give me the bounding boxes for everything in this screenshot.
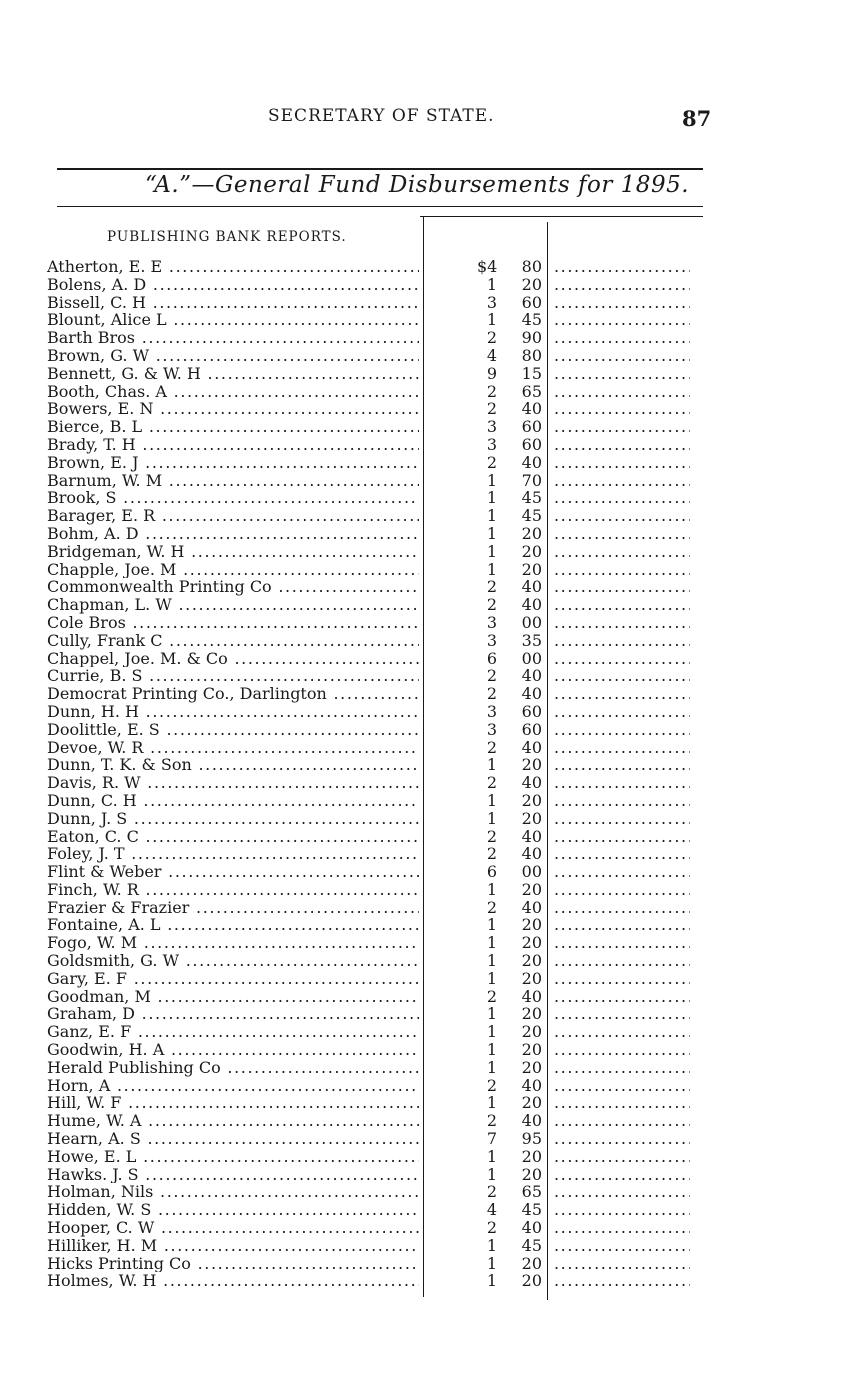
amount-cents: 40 <box>521 1075 542 1095</box>
amount-cents: 20 <box>521 1164 542 1184</box>
amount-dollars: 1 <box>486 488 497 508</box>
table-row <box>47 1201 707 1219</box>
table-row <box>47 899 707 917</box>
empty-column-leader <box>554 543 690 561</box>
empty-column-leader <box>554 258 690 276</box>
amount-dollars: 2 <box>486 897 497 917</box>
empty-column-leader <box>554 650 690 668</box>
payee-name: Gary, E. F ..... <box>47 970 419 988</box>
amount-dollars: 1 <box>486 506 497 526</box>
amount-cents: 45 <box>521 310 542 330</box>
table-row <box>47 881 707 899</box>
amount-dollars: 3 <box>486 292 497 312</box>
payee-name: Graham, D ..... <box>47 1005 419 1023</box>
empty-column-leader <box>554 1094 690 1112</box>
amount-cents: 20 <box>521 790 542 810</box>
amount-cents: 40 <box>521 684 542 704</box>
amount-cents: 40 <box>521 897 542 917</box>
table-row <box>47 596 707 614</box>
empty-column-leader <box>554 1077 690 1095</box>
amount-cents: 20 <box>521 808 542 828</box>
empty-column-leader <box>554 329 690 347</box>
payee-name: Bissell, C. H ..... <box>47 294 419 312</box>
amount-dollars: 7 <box>486 1129 497 1149</box>
amount-cents: 20 <box>521 915 542 935</box>
empty-column-leader <box>554 1272 690 1290</box>
table-row <box>47 756 707 774</box>
amount-cents: 60 <box>521 417 542 437</box>
amount-dollars: 1 <box>486 808 497 828</box>
table-row <box>47 1255 707 1273</box>
empty-column-leader <box>554 1201 690 1219</box>
table-row <box>47 507 707 525</box>
amount-dollars: 1 <box>486 933 497 953</box>
amount-dollars: 2 <box>486 399 497 419</box>
amount-cents: 45 <box>521 1235 542 1255</box>
payee-name: Frazier & Frazier ..... <box>47 899 419 917</box>
payee-name: Finch, W. R ..... <box>47 881 419 899</box>
empty-column-leader <box>554 721 690 739</box>
amount-dollars: 2 <box>486 1111 497 1131</box>
payee-name: Goodman, M ..... <box>47 988 419 1006</box>
amount-cents: 95 <box>521 1129 542 1149</box>
payee-name: Goodwin, H. A ..... <box>47 1041 419 1059</box>
table-row <box>47 489 707 507</box>
empty-column-leader <box>554 578 690 596</box>
amount-cents: 65 <box>521 381 542 401</box>
amount-dollars: 2 <box>486 381 497 401</box>
empty-column-leader <box>554 561 690 579</box>
payee-name: Hidden, W. S ..... <box>47 1201 419 1219</box>
amount-cents: 80 <box>521 257 542 276</box>
table-row <box>47 792 707 810</box>
amount-cents: 60 <box>521 719 542 739</box>
table-row <box>47 1237 707 1255</box>
payee-name: Horn, A ..... <box>47 1077 419 1095</box>
table-row <box>47 632 707 650</box>
empty-column-leader <box>554 1059 690 1077</box>
amount-cents: 45 <box>521 488 542 508</box>
amount-cents: 70 <box>521 470 542 490</box>
empty-column-leader <box>554 863 690 881</box>
amount-cents: 40 <box>521 577 542 597</box>
payee-name: Hearn, A. S ..... <box>47 1130 419 1148</box>
table-row <box>47 1130 707 1148</box>
amount-dollars: 1 <box>486 968 497 988</box>
amount-dollars: 3 <box>486 417 497 437</box>
table-row <box>47 1005 707 1023</box>
section-heading: PUBLISHING BANK REPORTS. <box>107 229 347 245</box>
amount-cents: 20 <box>521 559 542 579</box>
payee-name: Goldsmith, G. W ..... <box>47 952 419 970</box>
empty-column-leader <box>554 774 690 792</box>
amount-dollars: $4 <box>477 257 498 276</box>
amount-dollars: 2 <box>486 826 497 846</box>
amount-cents: 20 <box>521 968 542 988</box>
payee-name: Fogo, W. M ..... <box>47 934 419 952</box>
amount-dollars: 3 <box>486 701 497 721</box>
amount-cents: 65 <box>521 1182 542 1202</box>
amount-cents: 20 <box>521 274 542 294</box>
payee-name: Bridgeman, W. H ..... <box>47 543 419 561</box>
amount-dollars: 1 <box>486 470 497 490</box>
amount-cents: 20 <box>521 1271 542 1291</box>
payee-name: Hawks. J. S ..... <box>47 1166 419 1184</box>
empty-column-leader <box>554 703 690 721</box>
amount-cents: 20 <box>521 933 542 953</box>
amount-dollars: 2 <box>486 684 497 704</box>
page-number: 87 <box>682 106 712 131</box>
amount-cents: 20 <box>521 523 542 543</box>
empty-column-leader <box>554 899 690 917</box>
running-head: SECRETARY OF STATE. <box>268 106 495 126</box>
empty-column-leader <box>554 454 690 472</box>
amount-cents: 40 <box>521 399 542 419</box>
payee-name: Herald Publishing Co ..... <box>47 1059 419 1077</box>
amount-dollars: 3 <box>486 434 497 454</box>
table-row <box>47 828 707 846</box>
amount-cents: 20 <box>521 951 542 971</box>
payee-name: Dunn, C. H ..... <box>47 792 419 810</box>
empty-column-leader <box>554 1166 690 1184</box>
amount-dollars: 1 <box>486 1146 497 1166</box>
amount-dollars: 2 <box>486 1182 497 1202</box>
payee-name: Dunn, J. S ..... <box>47 810 419 828</box>
payee-name: Chapman, L. W ..... <box>47 596 419 614</box>
payee-name: Democrat Printing Co., Darlington ..... <box>47 685 419 703</box>
top-rule <box>57 168 703 170</box>
table-row <box>47 1041 707 1059</box>
payee-name: Blount, Alice L ..... <box>47 311 419 329</box>
payee-name: Brook, S ..... <box>47 489 419 507</box>
empty-column-leader <box>554 988 690 1006</box>
amount-dollars: 2 <box>486 986 497 1006</box>
empty-column-leader <box>554 828 690 846</box>
empty-column-leader <box>554 632 690 650</box>
amount-cents: 35 <box>521 630 542 650</box>
payee-name: Chapple, Joe. M ..... <box>47 561 419 579</box>
amount-dollars: 1 <box>486 1093 497 1113</box>
empty-column-leader <box>554 347 690 365</box>
payee-name: Commonwealth Printing Co ..... <box>47 578 419 596</box>
empty-column-leader <box>554 916 690 934</box>
amount-cents: 20 <box>521 755 542 775</box>
table-row <box>47 1166 707 1184</box>
table-row <box>47 1112 707 1130</box>
table-row <box>47 1183 707 1201</box>
table-row <box>47 578 707 596</box>
amount-cents: 40 <box>521 773 542 793</box>
empty-column-leader <box>554 792 690 810</box>
amount-dollars: 1 <box>486 1040 497 1060</box>
payee-name: Brown, G. W ..... <box>47 347 419 365</box>
empty-column-leader <box>554 311 690 329</box>
amount-cents: 20 <box>521 1057 542 1077</box>
empty-column-leader <box>554 276 690 294</box>
empty-column-leader <box>554 400 690 418</box>
amount-dollars: 3 <box>486 630 497 650</box>
amount-dollars: 1 <box>486 915 497 935</box>
table-row <box>47 739 707 757</box>
payee-name: Booth, Chas. A ..... <box>47 383 419 401</box>
payee-name: Howe, E. L ..... <box>47 1148 419 1166</box>
payee-name: Hume, W. A ..... <box>47 1112 419 1130</box>
payee-name: Hooper, C. W ..... <box>47 1219 419 1237</box>
amount-cents: 40 <box>521 844 542 864</box>
amount-cents: 40 <box>521 826 542 846</box>
payee-name: Ganz, E. F ..... <box>47 1023 419 1041</box>
amount-dollars: 1 <box>486 1235 497 1255</box>
table-row <box>47 863 707 881</box>
payee-name: Barnum, W. M ..... <box>47 472 419 490</box>
payee-name: Dunn, H. H ..... <box>47 703 419 721</box>
empty-column-leader <box>554 756 690 774</box>
amount-cents: 15 <box>521 363 542 383</box>
payee-name: Barager, E. R ..... <box>47 507 419 525</box>
table-row <box>47 810 707 828</box>
table-row <box>47 365 707 383</box>
empty-column-leader <box>554 614 690 632</box>
amount-dollars: 1 <box>486 879 497 899</box>
amount-dollars: 2 <box>486 452 497 472</box>
table-row <box>47 970 707 988</box>
empty-column-leader <box>554 489 690 507</box>
amount-dollars: 1 <box>486 541 497 561</box>
table-row <box>47 329 707 347</box>
table-row <box>47 650 707 668</box>
table-row <box>47 774 707 792</box>
payee-name: Flint & Weber ..... <box>47 863 419 881</box>
empty-column-leader <box>554 1130 690 1148</box>
amount-dollars: 6 <box>486 648 497 668</box>
amount-dollars: 1 <box>486 1164 497 1184</box>
empty-column-leader <box>554 436 690 454</box>
empty-column-leader <box>554 1148 690 1166</box>
table-row <box>47 614 707 632</box>
payee-name: Eaton, C. C ..... <box>47 828 419 846</box>
column-head-rule <box>420 216 703 217</box>
payee-name: Atherton, E. E ..... <box>47 258 419 276</box>
empty-column-leader <box>554 881 690 899</box>
empty-column-leader <box>554 952 690 970</box>
amount-cents: 20 <box>521 1040 542 1060</box>
amount-cents: 60 <box>521 434 542 454</box>
amount-dollars: 1 <box>486 1057 497 1077</box>
table-row <box>47 436 707 454</box>
amount-cents: 20 <box>521 1093 542 1113</box>
payee-name: Hicks Printing Co ..... <box>47 1255 419 1273</box>
table-row <box>47 1023 707 1041</box>
amount-dollars: 2 <box>486 1075 497 1095</box>
amount-cents: 20 <box>521 1022 542 1042</box>
empty-column-leader <box>554 596 690 614</box>
payee-name: Currie, B. S ..... <box>47 667 419 685</box>
table-row <box>47 383 707 401</box>
amount-dollars: 2 <box>486 595 497 615</box>
amount-cents: 80 <box>521 345 542 365</box>
empty-column-leader <box>554 1219 690 1237</box>
empty-column-leader <box>554 418 690 436</box>
amount-dollars: 2 <box>486 1218 497 1238</box>
amount-dollars: 1 <box>486 523 497 543</box>
empty-column-leader <box>554 685 690 703</box>
amount-cents: 40 <box>521 986 542 1006</box>
empty-column-leader <box>554 294 690 312</box>
payee-name: Bowers, E. N ..... <box>47 400 419 418</box>
payee-name: Hill, W. F ..... <box>47 1094 419 1112</box>
amount-cents: 20 <box>521 541 542 561</box>
empty-column-leader <box>554 667 690 685</box>
amount-cents: 40 <box>521 737 542 757</box>
amount-dollars: 2 <box>486 666 497 686</box>
amount-cents: 00 <box>521 612 542 632</box>
title-bottom-rule <box>57 206 703 207</box>
payee-name: Cully, Frank C ..... <box>47 632 419 650</box>
empty-column-leader <box>554 1183 690 1201</box>
payee-name: Davis, R. W ..... <box>47 774 419 792</box>
amount-cents: 90 <box>521 328 542 348</box>
empty-column-leader <box>554 1237 690 1255</box>
amount-cents: 45 <box>521 1200 542 1220</box>
payee-name: Bennett, G. & W. H ..... <box>47 365 419 383</box>
amount-dollars: 2 <box>486 844 497 864</box>
table-row <box>47 1077 707 1095</box>
amount-cents: 40 <box>521 595 542 615</box>
empty-column-leader <box>554 970 690 988</box>
amount-dollars: 2 <box>486 328 497 348</box>
amount-cents: 45 <box>521 506 542 526</box>
amount-dollars: 1 <box>486 1004 497 1024</box>
payee-name: Foley, J. T ..... <box>47 845 419 863</box>
payee-name: Brown, E. J ..... <box>47 454 419 472</box>
table-row <box>47 311 707 329</box>
amount-dollars: 1 <box>486 790 497 810</box>
table-row <box>47 258 707 276</box>
payee-name: Fontaine, A. L ..... <box>47 916 419 934</box>
payee-name: Barth Bros ..... <box>47 329 419 347</box>
table-row <box>47 721 707 739</box>
empty-column-leader <box>554 845 690 863</box>
empty-column-leader <box>554 383 690 401</box>
empty-column-leader <box>554 810 690 828</box>
table-row <box>47 1094 707 1112</box>
table-row <box>47 400 707 418</box>
table-row <box>47 703 707 721</box>
table-row <box>47 952 707 970</box>
payee-name: Bolens, A. D ..... <box>47 276 419 294</box>
amount-dollars: 2 <box>486 577 497 597</box>
table-row <box>47 934 707 952</box>
table-title: “A.”—General Fund Disbursements for 1895. <box>145 172 690 198</box>
amount-dollars: 1 <box>486 951 497 971</box>
table-row <box>47 1272 707 1290</box>
table-row <box>47 1148 707 1166</box>
empty-column-leader <box>554 525 690 543</box>
table-row <box>47 418 707 436</box>
amount-dollars: 3 <box>486 719 497 739</box>
amount-cents: 40 <box>521 666 542 686</box>
amount-cents: 40 <box>521 452 542 472</box>
payee-name: Bierce, B. L ..... <box>47 418 419 436</box>
amount-cents: 60 <box>521 292 542 312</box>
payee-name: Bohm, A. D ..... <box>47 525 419 543</box>
amount-cents: 00 <box>521 862 542 882</box>
table-row <box>47 472 707 490</box>
table-row <box>47 276 707 294</box>
table-row <box>47 525 707 543</box>
amount-dollars: 9 <box>486 363 497 383</box>
amount-cents: 00 <box>521 648 542 668</box>
empty-column-leader <box>554 934 690 952</box>
empty-column-leader <box>554 1255 690 1273</box>
amount-dollars: 1 <box>486 559 497 579</box>
payee-name: Cole Bros ..... <box>47 614 419 632</box>
empty-column-leader <box>554 472 690 490</box>
payee-name: Holman, Nils ..... <box>47 1183 419 1201</box>
payee-name: Devoe, W. R ..... <box>47 739 419 757</box>
amount-dollars: 1 <box>486 1271 497 1291</box>
payee-name: Chappel, Joe. M. & Co ..... <box>47 650 419 668</box>
table-row <box>47 916 707 934</box>
amount-cents: 40 <box>521 1218 542 1238</box>
empty-column-leader <box>554 1112 690 1130</box>
empty-column-leader <box>554 739 690 757</box>
payee-name: Hilliker, H. M ..... <box>47 1237 419 1255</box>
amount-cents: 60 <box>521 701 542 721</box>
amount-cents: 20 <box>521 1146 542 1166</box>
empty-column-leader <box>554 365 690 383</box>
empty-column-leader <box>554 1041 690 1059</box>
amount-cents: 40 <box>521 1111 542 1131</box>
payee-name: Brady, T. H ..... <box>47 436 419 454</box>
table-row <box>47 845 707 863</box>
amount-cents: 20 <box>521 879 542 899</box>
amount-dollars: 1 <box>486 755 497 775</box>
table-row <box>47 988 707 1006</box>
table-row <box>47 561 707 579</box>
amount-dollars: 4 <box>486 1200 497 1220</box>
payee-name: Dunn, T. K. & Son ..... <box>47 756 419 774</box>
table-row <box>47 1219 707 1237</box>
table-row <box>47 454 707 472</box>
payee-name: Holmes, W. H ..... <box>47 1272 419 1290</box>
table-row <box>47 685 707 703</box>
amount-dollars: 6 <box>486 862 497 882</box>
table-row <box>47 294 707 312</box>
empty-column-leader <box>554 1005 690 1023</box>
amount-dollars: 1 <box>486 310 497 330</box>
amount-dollars: 1 <box>486 1022 497 1042</box>
amount-dollars: 2 <box>486 737 497 757</box>
empty-column-leader <box>554 507 690 525</box>
amount-dollars: 2 <box>486 773 497 793</box>
amount-dollars: 4 <box>486 345 497 365</box>
payee-name: Doolittle, E. S ..... <box>47 721 419 739</box>
table-row <box>47 347 707 365</box>
amount-cents: 20 <box>521 1004 542 1024</box>
amount-dollars: 1 <box>486 1253 497 1273</box>
amount-cents: 20 <box>521 1253 542 1273</box>
amount-dollars: 1 <box>486 274 497 294</box>
empty-column-leader <box>554 1023 690 1041</box>
table-row <box>47 667 707 685</box>
table-row <box>47 543 707 561</box>
amount-dollars: 3 <box>486 612 497 632</box>
table-row <box>47 1059 707 1077</box>
disbursement-table <box>47 258 707 1290</box>
